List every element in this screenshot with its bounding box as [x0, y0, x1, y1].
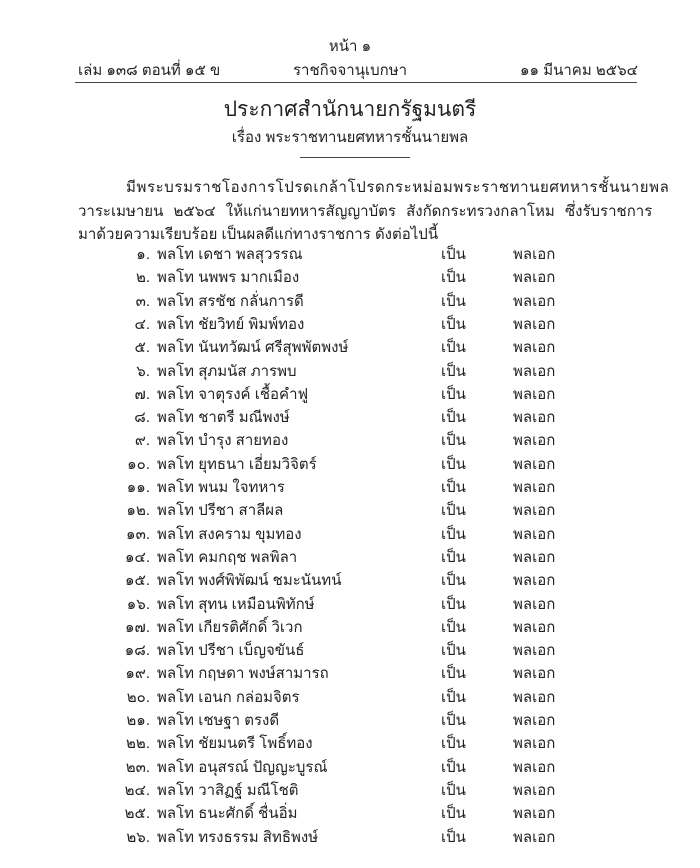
officer-name: พลโท นพพร มากเมือง	[157, 269, 300, 287]
new-rank: พลเอก	[513, 525, 556, 543]
officer-name: พลโท วาสิฏฐ์ มณีโชติ	[157, 781, 299, 799]
new-rank: พลเอก	[513, 618, 556, 636]
list-item	[0, 242, 700, 265]
list-item	[0, 801, 700, 824]
as-label: เป็น	[441, 712, 466, 729]
new-rank: พลเอก	[513, 409, 556, 427]
list-item	[0, 661, 700, 684]
item-number: ๔.	[134, 315, 150, 333]
new-rank: พลเอก	[513, 758, 556, 776]
paragraph-line: วาระเมษายน ๒๕๖๔ ให้แก่นายทหารสัญญาบัตร สังกัดกระทรวงกลาโหม ซึ่งรับราชการ	[78, 203, 653, 220]
new-rank: พลเอก	[513, 269, 556, 287]
list-item	[0, 708, 700, 731]
as-label: เป็น	[441, 315, 466, 333]
officer-name: พลโท จาตุรงค์ เชื้อคำฟู	[157, 385, 309, 403]
item-number: ๘.	[134, 409, 150, 427]
as-label: เป็น	[441, 385, 466, 403]
list-item	[0, 825, 700, 848]
as-label: เป็น	[441, 805, 466, 823]
list-item	[0, 638, 700, 661]
new-rank: พลเอก	[513, 455, 556, 473]
volume-issue: เล่ม ๑๓๘ ตอนที่ ๑๕ ข	[78, 62, 221, 79]
page-number: หน้า ๑	[328, 38, 372, 55]
officer-name: พลโท พนม ใจทหาร	[157, 479, 285, 496]
officer-name: พลโท กฤษดา พงษ์สามารถ	[157, 665, 329, 683]
item-number: ๒๐.	[126, 688, 150, 706]
as-label: เป็น	[441, 572, 466, 590]
as-label: เป็น	[441, 246, 466, 263]
list-item	[0, 615, 700, 638]
paragraph-line: มาด้วยความเรียบร้อย เป็นผลดีแก่ทางราชการ ดังต่อไปนี้	[78, 226, 439, 243]
officer-name: พลโท ปรีชา เบ็ญจขันธ์	[157, 642, 305, 660]
as-label: เป็น	[441, 455, 466, 473]
list-item	[0, 359, 700, 382]
as-label: เป็น	[441, 828, 466, 846]
new-rank: พลเอก	[513, 339, 556, 357]
item-number: ๑๖.	[126, 595, 150, 613]
as-label: เป็น	[441, 665, 466, 683]
new-rank: พลเอก	[513, 479, 556, 496]
as-label: เป็น	[441, 781, 466, 799]
officer-name: พลโท ปรีชา สาลีผล	[157, 502, 284, 520]
officer-name: พลโท เกียรติศักดิ์ วิเวก	[157, 618, 303, 636]
as-label: เป็น	[441, 548, 466, 566]
new-rank: พลเอก	[513, 362, 556, 380]
as-label: เป็น	[441, 362, 466, 380]
item-number: ๑๔.	[124, 548, 150, 566]
officer-name: พลโท พงศ์พิพัฒน์ ชมะนันทน์	[157, 572, 342, 590]
item-number: ๑๕.	[124, 572, 150, 590]
new-rank: พลเอก	[513, 246, 556, 263]
officer-name: พลโท สุภมนัส ภารพบ	[157, 362, 297, 380]
new-rank: พลเอก	[513, 595, 556, 613]
new-rank: พลเอก	[513, 781, 556, 799]
officer-name: พลโท เอนก กล่อมจิตร	[157, 688, 300, 706]
officer-name: พลโท บำรุง สายทอง	[157, 432, 289, 450]
item-number: ๒๕.	[124, 805, 150, 823]
document-title: ประกาศสำนักนายกรัฐมนตรี	[223, 98, 477, 121]
as-label: เป็น	[441, 292, 466, 310]
list-item	[0, 731, 700, 754]
item-number: ๖.	[136, 362, 150, 380]
officer-name: พลโท คมกฤช พลพิลา	[157, 548, 298, 566]
item-number: ๗.	[134, 385, 150, 403]
new-rank: พลเอก	[513, 642, 556, 660]
as-label: เป็น	[441, 758, 466, 776]
item-number: ๒.	[135, 269, 150, 287]
list-item	[0, 475, 700, 498]
as-label: เป็น	[441, 735, 466, 753]
list-item	[0, 778, 700, 801]
as-label: เป็น	[441, 479, 466, 496]
list-item	[0, 545, 700, 568]
as-label: เป็น	[441, 595, 466, 613]
item-number: ๕.	[134, 339, 150, 357]
paragraph-line: มีพระบรมราชโองการโปรดเกล้าโปรดกระหม่อมพระราชทานยศทหารชั้นนายพล	[126, 179, 670, 196]
new-rank: พลเอก	[513, 712, 556, 729]
officer-name: พลโท นันทวัฒน์ ศรีสุพพัตพงษ์	[157, 339, 349, 357]
list-item	[0, 382, 700, 405]
new-rank: พลเอก	[513, 292, 556, 310]
list-item	[0, 568, 700, 591]
as-label: เป็น	[441, 642, 466, 660]
item-number: ๒๒.	[126, 735, 150, 753]
officer-name: พลโท อนุสรณ์ ปัญญะบูรณ์	[157, 758, 328, 776]
list-item	[0, 289, 700, 312]
list-item	[0, 428, 700, 451]
header-divider	[75, 82, 637, 83]
as-label: เป็น	[441, 688, 466, 706]
as-label: เป็น	[441, 269, 466, 287]
list-item	[0, 405, 700, 428]
officer-name: พลโท สงคราม ขุมทอง	[157, 525, 302, 543]
item-number: ๓.	[135, 292, 150, 310]
list-item	[0, 335, 700, 358]
officer-name: พลโท เดชา พลสุวรรณ	[157, 246, 303, 263]
publication-date: ๑๑ มีนาคม ๒๕๖๔	[520, 62, 638, 79]
as-label: เป็น	[441, 339, 466, 357]
as-label: เป็น	[441, 525, 466, 543]
item-number: ๑๒.	[126, 502, 150, 520]
item-number: ๙.	[134, 432, 150, 450]
new-rank: พลเอก	[513, 502, 556, 520]
list-item	[0, 522, 700, 545]
list-item	[0, 452, 700, 475]
item-number: ๑๐.	[127, 455, 150, 473]
item-number: ๒๖.	[126, 828, 150, 846]
list-item	[0, 685, 700, 708]
officer-name: พลโท ชัยมนตรี โพธิ์ทอง	[157, 735, 313, 753]
officer-name: พลโท ทรงธรรม สิทธิพงษ์	[157, 828, 319, 846]
officer-name: พลโท สุทน เหมือนพิทักษ์	[157, 595, 315, 613]
officer-name: พลโท สรชัช กลั่นการดี	[157, 292, 304, 310]
new-rank: พลเอก	[513, 385, 556, 403]
list-item	[0, 592, 700, 615]
item-number: ๒๑.	[126, 712, 150, 729]
item-number: ๒๓.	[125, 758, 150, 776]
item-number: ๒๔.	[124, 781, 150, 799]
new-rank: พลเอก	[513, 688, 556, 706]
title-divider	[300, 157, 410, 158]
as-label: เป็น	[441, 409, 466, 427]
officer-name: พลโท ชัยวิทย์ พิมพ์ทอง	[157, 315, 305, 333]
item-number: ๑๑.	[126, 479, 150, 496]
officer-name: พลโท เชษฐา ตรงดี	[157, 712, 280, 729]
item-number: ๑๙.	[125, 665, 150, 683]
list-item	[0, 265, 700, 288]
new-rank: พลเอก	[513, 828, 556, 846]
as-label: เป็น	[441, 618, 466, 636]
new-rank: พลเอก	[513, 432, 556, 450]
officer-name: พลโท ยุทธนา เอี่ยมวิจิตร์	[157, 455, 317, 473]
item-number: ๑๓.	[126, 525, 150, 543]
gazette-name: ราชกิจจานุเบกษา	[292, 62, 408, 79]
as-label: เป็น	[441, 432, 466, 450]
officer-name: พลโท ธนะศักดิ์ ชื่นอิ่ม	[157, 805, 298, 823]
new-rank: พลเอก	[513, 665, 556, 683]
officer-name: พลโท ชาตรี มณีพงษ์	[157, 409, 290, 427]
new-rank: พลเอก	[513, 805, 556, 823]
list-item	[0, 498, 700, 521]
new-rank: พลเอก	[513, 735, 556, 753]
list-item	[0, 312, 700, 335]
document-subject: เรื่อง พระราชทานยศทหารชั้นนายพล	[231, 129, 469, 146]
item-number: ๑๗.	[125, 618, 150, 636]
new-rank: พลเอก	[513, 572, 556, 590]
new-rank: พลเอก	[513, 548, 556, 566]
item-number: ๑๘.	[124, 642, 150, 660]
item-number: ๑.	[136, 246, 150, 263]
as-label: เป็น	[441, 502, 466, 520]
list-item	[0, 755, 700, 778]
new-rank: พลเอก	[513, 315, 556, 333]
